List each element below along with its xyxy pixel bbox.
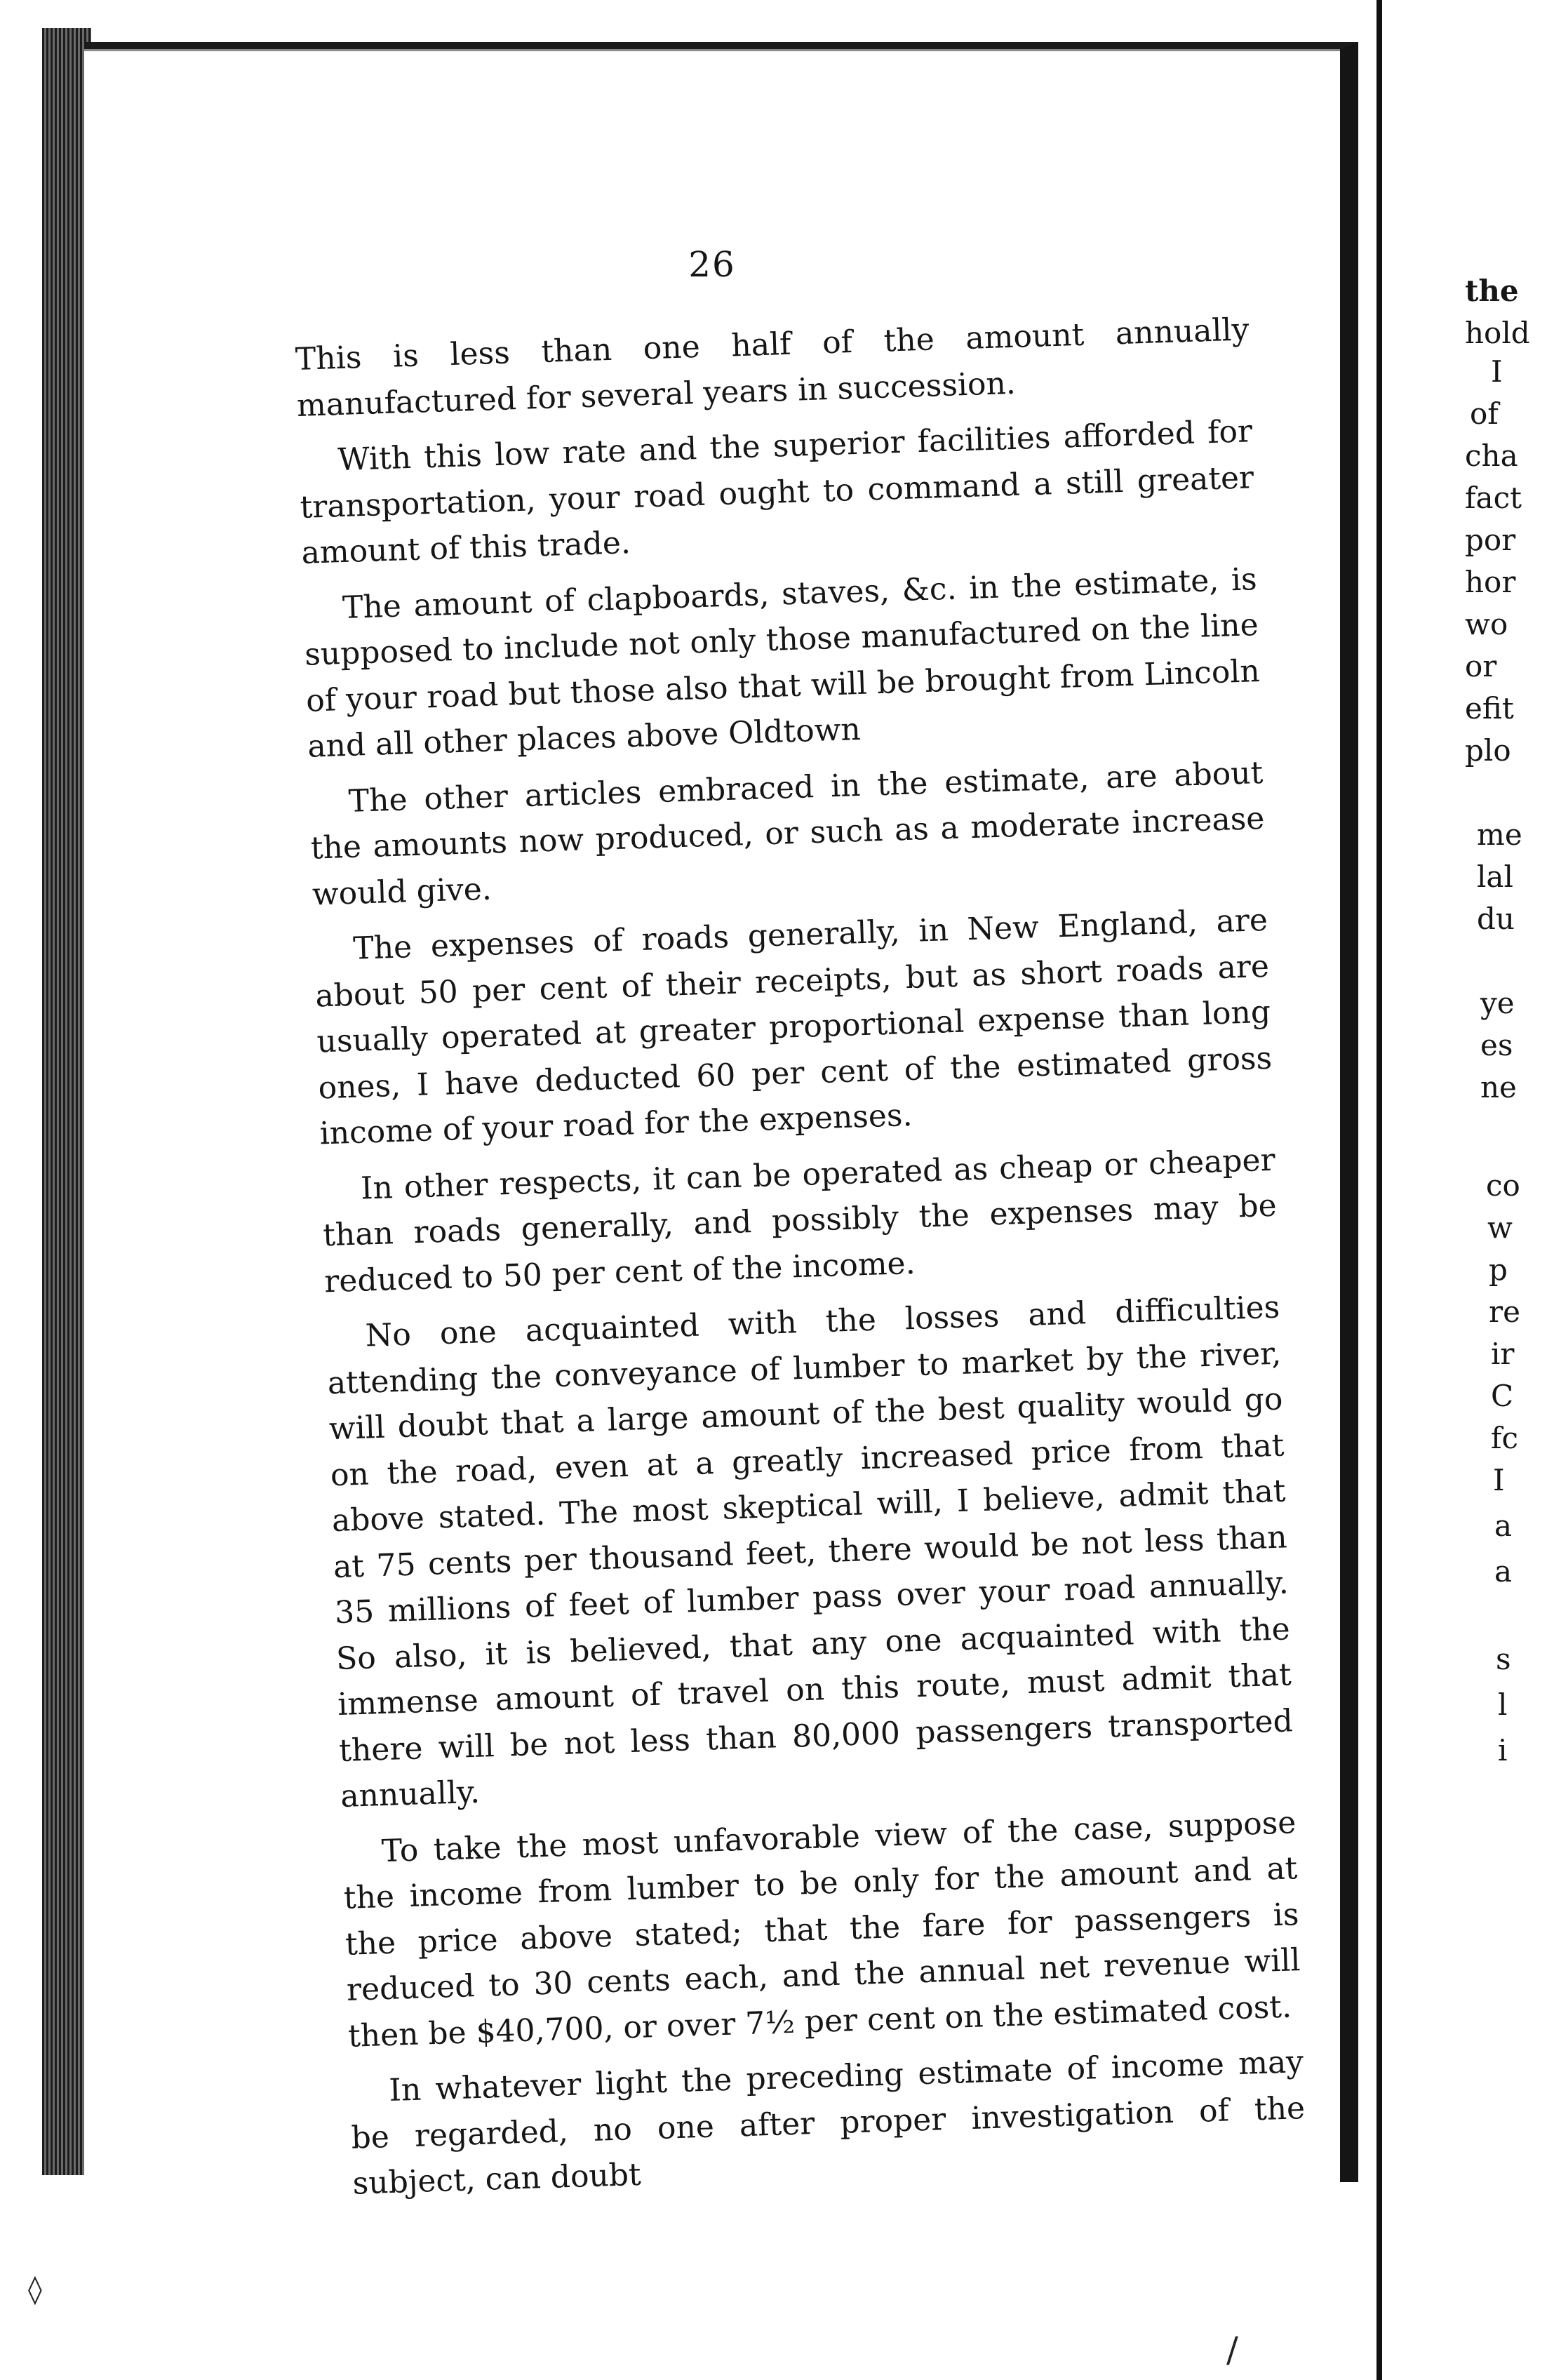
facing-fragment: C	[1491, 1379, 1514, 1413]
paragraph-8: To take the most unfavorable view of the case, suppose the income from lumber to be only for the amount and at the price above stated; that the fare for passengers is reduced to 30 cents each, and the annual net revenue will then be $40,700, or over 7½ per cent on the estimated cost.	[343, 1804, 1301, 2054]
facing-fragment: the	[1465, 274, 1519, 308]
page-number: 26	[688, 244, 736, 285]
facing-fragment: s	[1496, 1642, 1511, 1676]
facing-fragment: es	[1480, 1028, 1513, 1062]
book-page	[84, 42, 1358, 2202]
facing-fragment: I	[1493, 1463, 1505, 1497]
facing-fragment: l	[1498, 1687, 1508, 1722]
page-body	[295, 307, 1308, 2217]
facing-fragment: lal	[1477, 860, 1513, 894]
facing-fragment: fc	[1491, 1421, 1519, 1455]
facing-fragment: of	[1470, 396, 1499, 431]
facing-fragment: or	[1465, 649, 1497, 683]
scan-mark: /	[1226, 2329, 1238, 2370]
facing-fragment: plo	[1465, 733, 1511, 768]
paragraph-5: The expenses of roads generally, in New England, are about 50 per cent of their receipts, but as short roads are usually operated at greater proportional expense than long ones, I have deducted 60 per cent of the estimated gross income of your road for the expenses.	[314, 902, 1273, 1152]
facing-fragment: du	[1477, 902, 1515, 936]
facing-fragment: hor	[1465, 565, 1516, 599]
facing-fragment: a	[1494, 1509, 1513, 1543]
scan-mark: ◊	[28, 2273, 42, 2306]
facing-fragment: ir	[1491, 1337, 1515, 1371]
facing-fragment: w	[1487, 1210, 1513, 1245]
facing-fragment: p	[1489, 1252, 1508, 1287]
facing-fragment: wo	[1465, 607, 1508, 641]
facing-fragment: re	[1489, 1295, 1520, 1329]
facing-fragment: i	[1498, 1733, 1508, 1767]
facing-fragment: ne	[1480, 1070, 1517, 1104]
paragraph-6: In other respects, it can be operated as cheap or cheaper than roads generally, and possibly the expenses may be reduced to 50 per cent of the income.	[322, 1142, 1278, 1299]
facing-fragment: por	[1465, 523, 1516, 557]
paragraph-3: The amount of clapboards, staves, &c. in the estimate, is supposed to include not only those manufactured on the line of your road but those also that will be brought from Lincoln and all other places above Oldtown	[304, 561, 1261, 765]
facing-fragment: co	[1486, 1168, 1520, 1203]
paragraph-1: This is less than one half of the amount annually manufactured for several years in succession.	[295, 312, 1250, 424]
paragraph-2: With this low rate and the superior facilities afforded for transportation, your road ought to command a still greater amount of this trade.	[299, 413, 1254, 571]
facing-fragment: me	[1477, 817, 1522, 852]
facing-fragment: efit	[1465, 691, 1514, 726]
paragraph-7: No one acquainted with the losses and difficulties attending the conveyance of lumber to market by the river, will doubt that a large amount of the best quality would go on the road, even at a greatly increased price from that above stated. The most skeptical will, I believe, admit that at 75 cents per thousand feet, there would be not less than 35 millions of feet of lumber pass over your road annually. So also, it is believed, that any one acquainted with the immense amount of travel on this route, must admit that there will be not less than 80,000 passengers transported annually.	[327, 1289, 1294, 1814]
facing-page	[1377, 0, 1538, 2380]
facing-fragment: cha	[1465, 439, 1518, 473]
facing-fragment: a	[1494, 1554, 1513, 1589]
paragraph-4: The other articles embraced in the estimate, are about the amounts now produced, or such as a moderate increase would give.	[310, 754, 1266, 913]
facing-fragment: hold	[1465, 316, 1530, 350]
paragraph-9: In whatever light the preceding estimate of income may be regarded, no one after proper investigation of the subject, can doubt	[350, 2044, 1306, 2202]
facing-fragment: I	[1491, 354, 1503, 389]
facing-fragment: ye	[1480, 986, 1515, 1020]
facing-fragment: fact	[1465, 481, 1522, 515]
